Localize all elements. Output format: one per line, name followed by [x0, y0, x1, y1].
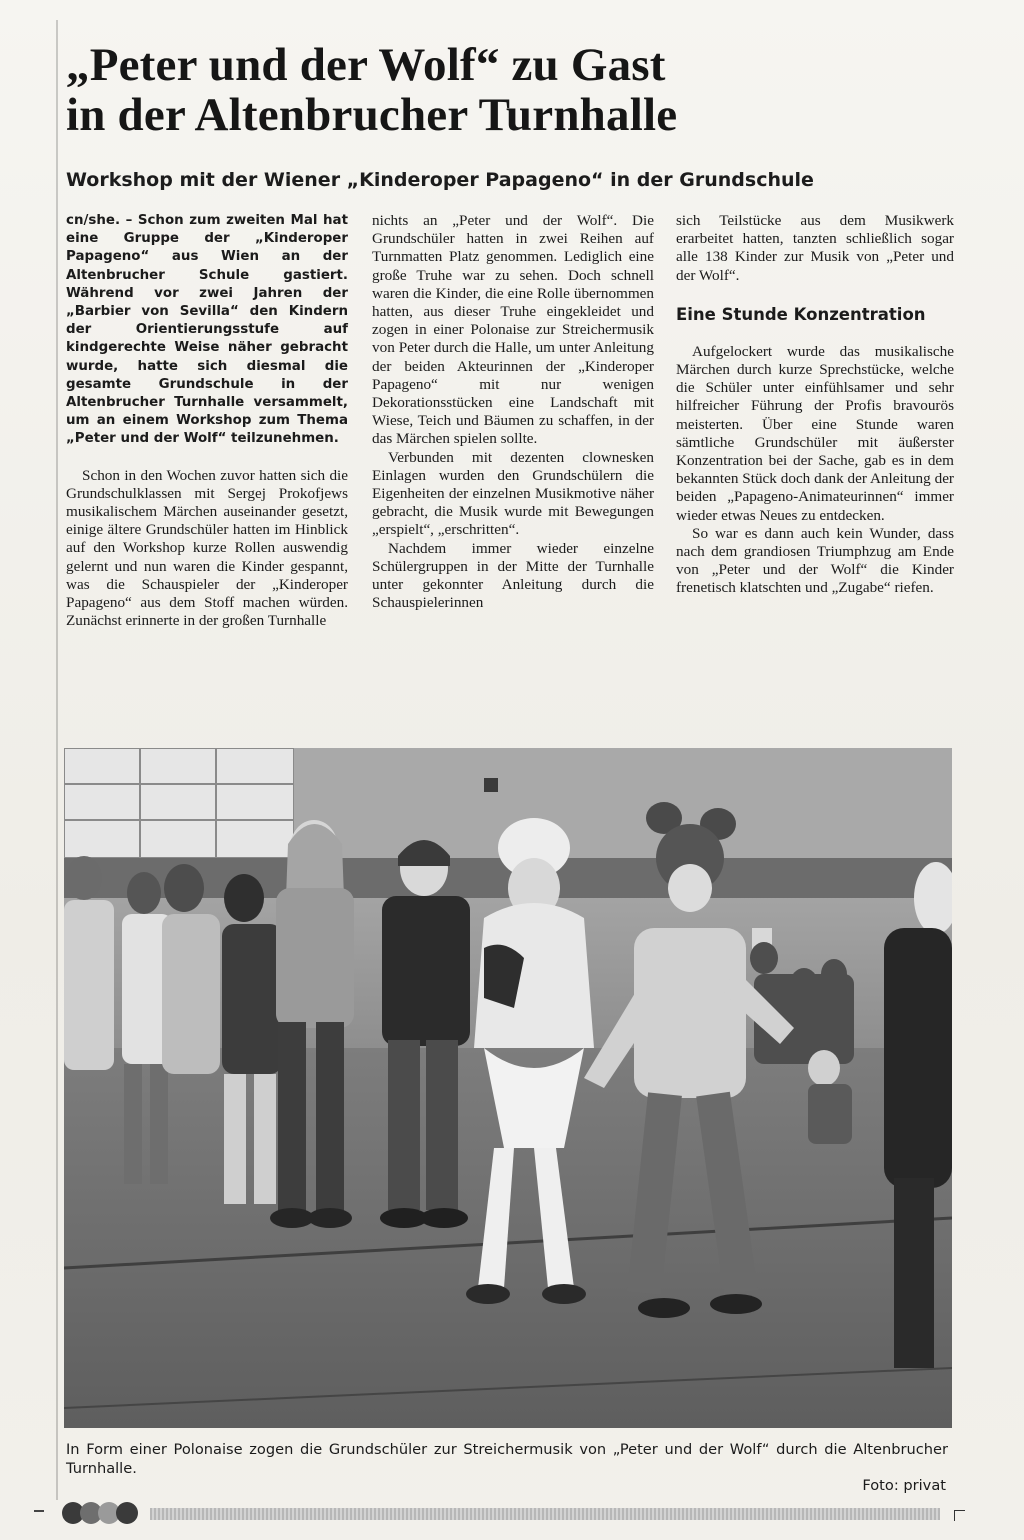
body-paragraph: Nachdem immer wieder einzelne Schülergruppen in der Mitte der Turnhalle unter gekonnter Anleitung durch die Schauspielerinnen	[372, 539, 654, 612]
body-paragraph: nichts an „Peter und der Wolf“. Die Grundschüler hatten in zwei Reihen auf Turnmatten Platz genommen. Lediglich eine große Truhe war zu sehen. Doch schnell waren die Kinder, die eine Rolle übernommen hatten, aus dieser Truhe eingekleidet und zogen in einer Polonaise zur Streichermusik von Peter durch die Halle, um unter Anleitung der beiden Akteurinnen der „Kinderoper Papageno“ mit nur wenigen Dekorationsstücken eine Landschaft mit Wiese, Teich und Bäumen zu schaffen, in der das Märchen spielen sollte.	[372, 212, 654, 448]
crop-mark	[34, 1510, 44, 1512]
section-heading: Eine Stunde Konzentration	[676, 304, 926, 324]
article-column-2	[372, 212, 654, 612]
body-paragraph: Schon in den Wochen zuvor hatten sich die Grundschulklassen mit Sergej Prokofjews musikalischem Märchen auseinander gesetzt, einige ältere Grundschüler hatten im Hinblick auf den Workshop kurze Rollen auswendig gelernt und nun waren die Kinder gespannt, was die Schauspieler der „Kinderoper Papageno“ aus dem Stoff machen würden. Zunächst erinnerte in der großen Turnhalle	[66, 466, 348, 630]
footer-rule-bar	[150, 1508, 940, 1520]
page-footer-dots	[62, 1502, 134, 1529]
gym-polonaise-photo	[64, 748, 952, 1428]
headline	[66, 40, 966, 140]
body-paragraph: sich Teilstücke aus dem Musikwerk erarbeitet hatten, tanzten schließlich sogar alle 138 Kinder zur Musik von „Peter und der Wolf“.	[676, 212, 954, 284]
photo-caption: In Form einer Polonaise zogen die Grundschüler zur Streichermusik von „Peter und der Wolf“ durch die Altenbrucher Turnhalle.	[66, 1441, 948, 1477]
body-paragraph: Aufgelockert wurde das musikalische Märchen durch kurze Sprechstücke, welche die Schüler unter einfühlsamer und sehr hilfreicher Führung der Profis bravourös meisterten. Über eine Stunde waren sämtliche Grundschüler mit äußerster Konzentration bei der Sache, gab es in dem bekannten Stück doch dank der Anleitung der beiden „Papageno-Animateurinnen“ immer wieder etwas Neues zu entdecken.	[676, 342, 954, 524]
headline-line-1: „Peter und der Wolf“ zu Gast	[66, 39, 666, 91]
lead-paragraph: cn/she. – Schon zum zweiten Mal hat eine Gruppe der „Kinderoper Papageno“ aus Wien an der Altenbrucher Schule gastiert. Während vor zwei Jahren der „Barbier von Sevilla“ den Kindern der Orientierungsstufe auf kindgerechte Weise näher gebracht wurde, hatte sich diesmal die gesamte Grundschule in der Altenbrucher Turnhalle versammelt, um an einem Workshop zum Thema „Peter und der Wolf“ teilzunehmen.	[66, 213, 348, 447]
article-column-3	[676, 212, 954, 598]
body-paragraph: Verbunden mit dezenten clownesken Einlagen wurden den Grundschülern die Eigenheiten der einzelnen Musikmotive näher gebracht, die Musik wurde mit Bewegungen „erspielt“, „erschritten“.	[372, 448, 654, 539]
article-column-1	[66, 212, 348, 630]
crop-corner-mark	[954, 1510, 965, 1521]
subheadline: Workshop mit der Wiener „Kinderoper Papageno“ in der Grundschule	[66, 169, 814, 191]
photo-credit: Foto: privat	[862, 1477, 946, 1494]
body-paragraph: So war es dann auch kein Wunder, dass nach dem grandiosen Triumphzug am Ende von „Peter und der Wolf“ die Kinder frenetisch klatschten und „Zugabe“ riefen.	[676, 524, 954, 597]
footer-dot	[116, 1502, 138, 1524]
clipping-edge-line	[56, 20, 58, 1500]
article-photo	[64, 748, 952, 1428]
headline-line-2: in der Altenbrucher Turnhalle	[66, 89, 678, 141]
